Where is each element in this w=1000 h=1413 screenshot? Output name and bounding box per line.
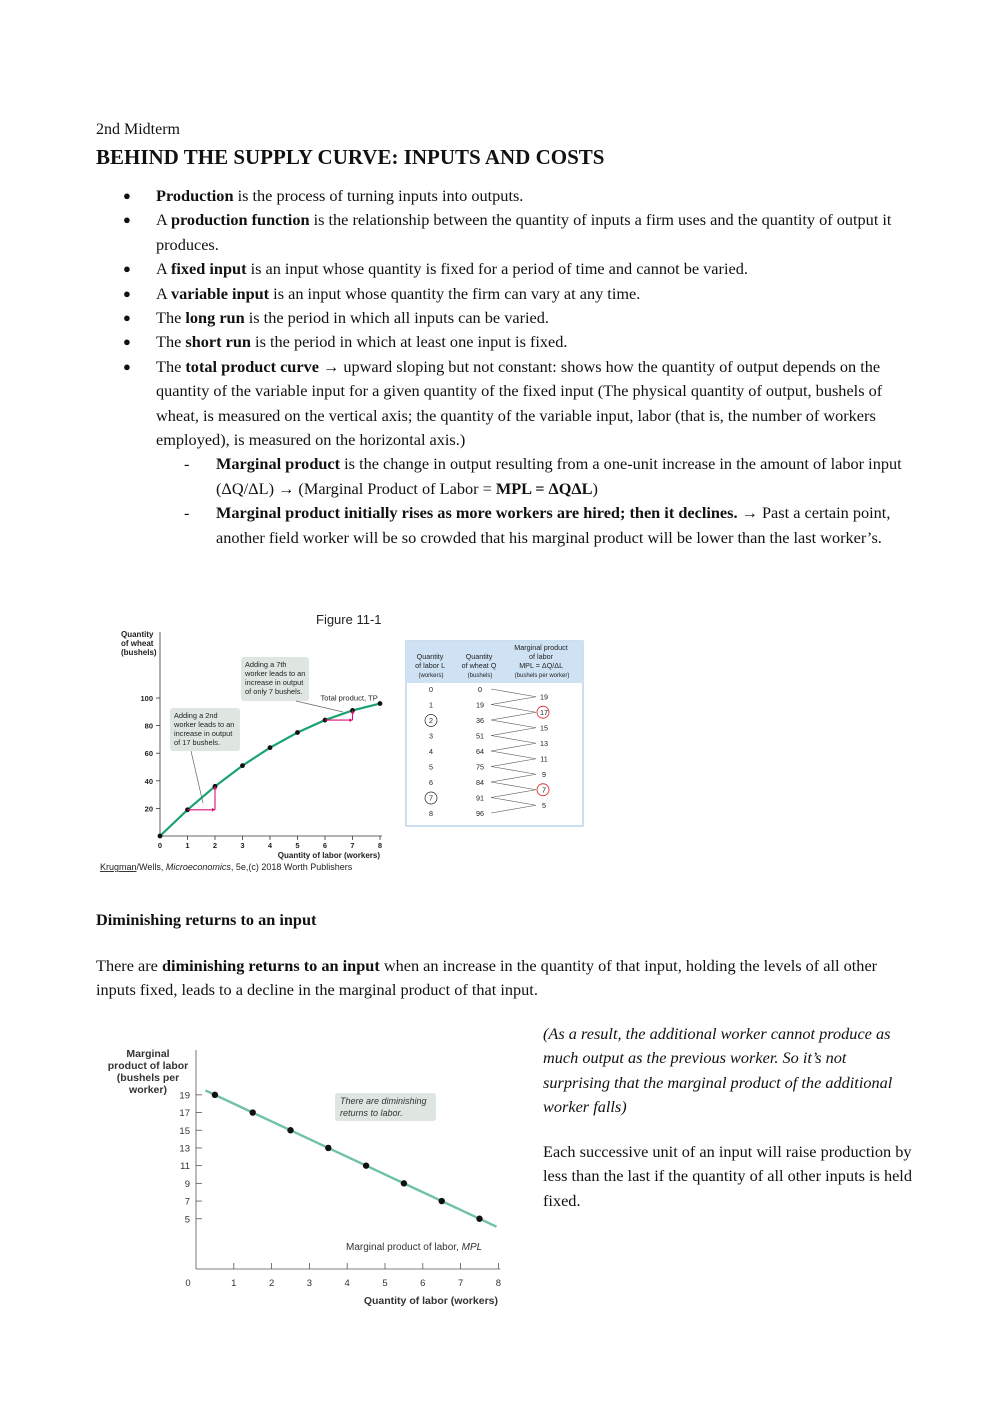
term: long run [185,308,245,328]
y-axis-label: Quantity of wheat (bushels) [121,630,157,657]
x-axis-label: Quantity of labor (workers) [277,851,380,860]
table-cell-labor: 8 [429,809,433,818]
x-tick-label: 5 [295,841,300,850]
y-tick-label: 7 [184,1196,190,1208]
term: Marginal product initially rises as more workers are hired; then it declines. [216,503,738,523]
text: → upward sloping but not constant: shows how the quantity of output depends on the quantity of the variable input for a given quantity of the fixed input (The physical quantity of output, bushels of wheat, is measured on the vertical axis; the quantity of the variable input, labor (that is, the number of workers employed), is measured on the horizontal axis.) [156,356,883,450]
data-point [295,730,300,735]
definitions-list [96,184,911,550]
data-point [476,1216,482,1222]
table-cell-wheat: 36 [476,716,484,725]
sub-list [156,452,911,550]
table-cell-labor: 1 [429,700,433,710]
page-title: BEHIND THE SUPPLY CURVE: INPUTS AND COSTS [96,145,605,169]
text: is the period in which all inputs can be varied. [244,308,549,328]
text: when an increase in the quantity of that input, holding the levels of all other inputs fixed, leads to a decline in the marginal product of that input. [96,956,878,1000]
table-cell-mpl: 15 [540,723,548,733]
data-point [212,1092,218,1098]
data-point [401,1180,407,1186]
text: is the period in which at least one input is fixed. [250,332,568,352]
annotation-2nd: Adding a 2nd worker leads to an increase in output of 17 bushels. [174,711,235,747]
list-item [96,355,911,550]
col-header-wheat: Quantity of wheat Q (bushels) [461,652,497,679]
term: production function [170,210,310,230]
table-cell-mpl: 17 [540,707,548,717]
text: ) [592,478,598,498]
section-heading: Diminishing returns to an input [96,910,317,929]
term: Marginal product [216,454,341,474]
x-tick-label: 1 [231,1278,237,1289]
table-cell-wheat: 75 [476,762,484,772]
annotation-leader [191,751,203,803]
text: There are [96,956,162,975]
x-tick-label: 1 [185,841,190,850]
paragraph [96,954,908,1003]
x-tick-label: 2 [268,1278,275,1289]
x-tick-label: 4 [267,841,273,850]
list-item [96,330,911,354]
y-tick-label: 100 [140,694,153,703]
sub-list-item [156,452,911,501]
y-tick-label: 19 [179,1090,190,1102]
data-point [250,1109,256,1115]
table-cell-labor: 0 [429,685,433,694]
list-item [96,208,911,257]
mpl-chart [179,1050,501,1289]
table-cell-wheat: 0 [478,685,482,694]
y-tick-label: 9 [184,1178,190,1190]
x-tick-label: 2 [212,841,218,850]
y-axis-label: Marginal product of labor (bushels per worker) [107,1048,189,1096]
x-tick-label: 3 [306,1278,313,1289]
y-tick-label: 80 [144,721,153,731]
table-cell-mpl: 13 [540,738,548,748]
y-tick-label: 13 [179,1143,190,1155]
table-cell-labor: 7 [429,793,433,803]
list-item [96,282,911,306]
side-paragraph: Each successive unit of an input will raise production by less than the last if the quantity of all other inputs is held fixed. [543,1142,912,1210]
x-tick-label: 6 [420,1278,426,1289]
table-cell-wheat: 51 [476,731,484,741]
term: variable input [170,283,270,303]
text: A [156,283,171,303]
total-product-figure [96,606,596,882]
figure-11-1 [96,606,596,882]
x-tick-label: 8 [377,841,383,850]
table-cell-labor: 2 [429,716,433,725]
x-tick-label: 7 [457,1278,464,1289]
text: A [156,259,171,279]
formula: MPL = ΔQΔL [495,478,593,498]
data-point [158,834,163,839]
mpl-chart-svg [96,1040,516,1312]
data-point [378,701,383,706]
annotation-diminishing: There are diminishing returns to labor. [340,1096,427,1118]
data-point [240,763,245,768]
table-cell-wheat: 19 [476,700,484,710]
y-tick-label: 15 [179,1125,190,1137]
text: is an input whose quantity the firm can vary at any time. [269,283,641,303]
text: The [156,308,186,328]
data-point [363,1162,369,1168]
x-tick-label: 5 [382,1278,388,1289]
table-cell-mpl: 11 [540,754,548,764]
x-tick-label: 6 [322,841,328,850]
series-label: Marginal product of labor, MPL [346,1242,483,1253]
x-tick-label: 8 [495,1278,502,1289]
table-cell-labor: 5 [429,762,433,772]
text: is the process of turning inputs into outputs. [233,186,524,205]
table-cell-wheat: 91 [476,793,484,803]
y-tick-label: 20 [144,804,153,814]
term: diminishing returns to an input [161,956,380,975]
text: is the relationship between the quantity of inputs a firm uses and the quantity of output it produces. [156,210,892,254]
y-tick-label: 5 [184,1214,190,1226]
list-item [96,257,911,281]
y-tick-label: 17 [179,1108,190,1120]
text: is an input whose quantity is fixed for a period of time and cannot be varied. [246,259,748,279]
x-tick-label: 0 [185,1278,191,1289]
data-point [268,745,273,750]
series-label: Total product, TP [320,693,378,703]
table-cell-mpl: 9 [542,769,546,779]
text: → Past a certain point, another field worker will be so crowded that his marginal product will be lower than the last worker’s. [216,503,891,547]
col-header-labor: Quantity of labor L (workers) [415,652,445,679]
table-cell-labor: 6 [429,778,433,787]
table-cell-mpl: 7 [542,785,546,795]
annotation-7th: Adding a 7th worker leads to an increase in output of only 7 bushels. [245,660,306,696]
data-point [287,1127,293,1133]
list-item [96,184,911,208]
figure-credit: Krugman/Wells, Microeconomics, 5e,(c) 2018 Worth Publishers [100,862,353,872]
figure-caption: Figure 11-1 [316,612,382,627]
text: The [156,332,186,352]
sub-list-item [156,501,911,550]
data-point [439,1198,445,1204]
x-tick-label: 3 [240,841,245,850]
x-tick-label: 4 [344,1278,350,1289]
table-cell-mpl: 5 [542,800,546,810]
x-tick-label: 0 [157,841,163,850]
mpl-table [406,641,583,826]
document-label: 2nd Midterm [96,121,180,138]
text: is the change in output resulting from a one-unit increase in the amount of labor input (ΔQ/ΔL) → (Marginal Product of Labor = [216,454,902,498]
text: The [156,356,186,376]
term: short run [185,332,251,352]
side-note: (As a result, the additional worker cannot produce as much output as the previous worker. So it’s not surprising that the marginal product of the additional worker falls) [543,1024,893,1117]
table-cell-wheat: 96 [476,809,484,818]
y-tick-label: 11 [180,1161,190,1173]
data-point [325,1145,331,1151]
table-cell-wheat: 64 [476,747,484,756]
list-item [96,306,911,330]
x-tick-label: 7 [350,841,355,850]
mpl-figure [96,1040,516,1312]
text: A [156,210,171,230]
table-cell-labor: 4 [429,747,433,756]
term: Production [156,186,234,205]
y-tick-label: 40 [144,776,153,786]
table-cell-mpl: 19 [540,692,548,702]
col-header-mpl: Marginal product of labor MPL = ΔQ/ΔL (bushels per worker) [514,643,570,679]
table-cell-wheat: 84 [476,778,484,787]
table-cell-labor: 3 [429,731,433,741]
term: total product curve [185,356,319,376]
x-axis-label: Quantity of labor (workers) [363,1295,498,1307]
y-tick-label: 60 [144,749,153,759]
annotation-leader [296,701,343,712]
term: fixed input [170,259,247,279]
